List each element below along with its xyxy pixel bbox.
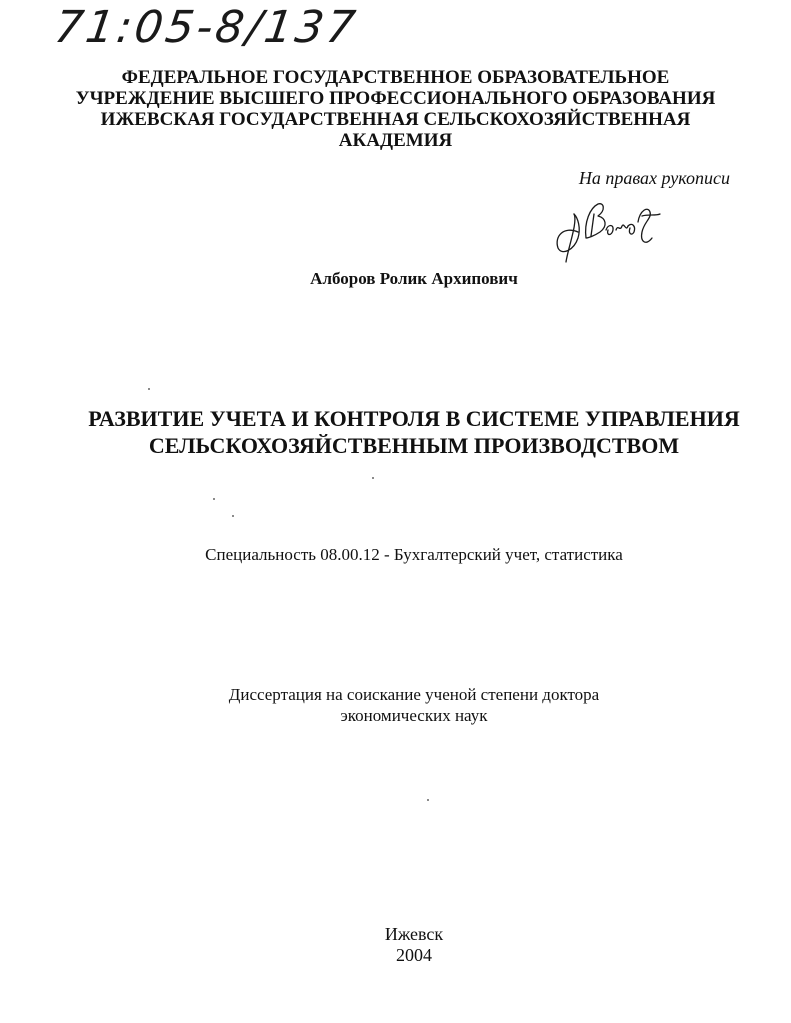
scan-speck bbox=[372, 477, 374, 479]
specialty: Специальность 08.00.12 - Бухгалтерский учет, статистика bbox=[205, 545, 623, 564]
degree-line-1: Диссертация на соискание ученой степени доктора bbox=[228, 685, 600, 704]
handwritten-catalog-number: 71:05-8/137 bbox=[51, 2, 362, 53]
institution-line-3: ИЖЕВСКАЯ ГОСУДАРСТВЕННАЯ СЕЛЬСКОХОЗЯЙСТВЕННАЯ bbox=[100, 109, 691, 130]
author-name: Алборов Ролик Архипович bbox=[310, 269, 518, 288]
scan-speck bbox=[148, 388, 150, 390]
institution-line-1: ФЕДЕРАЛЬНОЕ ГОСУДАРСТВЕННОЕ ОБРАЗОВАТЕЛЬНОЕ bbox=[121, 67, 670, 88]
year: 2004 bbox=[396, 945, 432, 965]
author-signature bbox=[548, 192, 663, 264]
scan-speck bbox=[213, 498, 215, 500]
place-and-year bbox=[0, 924, 791, 966]
scan-speck bbox=[232, 515, 234, 517]
degree-line-2: экономических наук bbox=[340, 706, 488, 725]
scan-speck bbox=[427, 799, 429, 801]
dissertation-title bbox=[0, 405, 791, 459]
degree-statement bbox=[0, 684, 791, 726]
institution-header bbox=[0, 67, 791, 151]
title-line-1: РАЗВИТИЕ УЧЕТА И КОНТРОЛЯ В СИСТЕМЕ УПРАВЛЕНИЯ bbox=[88, 406, 740, 431]
manuscript-rights-note: На правах рукописи bbox=[578, 168, 730, 188]
title-line-2: СЕЛЬСКОХОЗЯЙСТВЕННЫМ ПРОИЗВОДСТВОМ bbox=[148, 433, 680, 458]
institution-line-2: УЧРЕЖДЕНИЕ ВЫСШЕГО ПРОФЕССИОНАЛЬНОГО ОБРАЗОВАНИЯ bbox=[75, 88, 716, 109]
city: Ижевск bbox=[384, 924, 444, 944]
institution-line-4: АКАДЕМИЯ bbox=[338, 130, 453, 151]
